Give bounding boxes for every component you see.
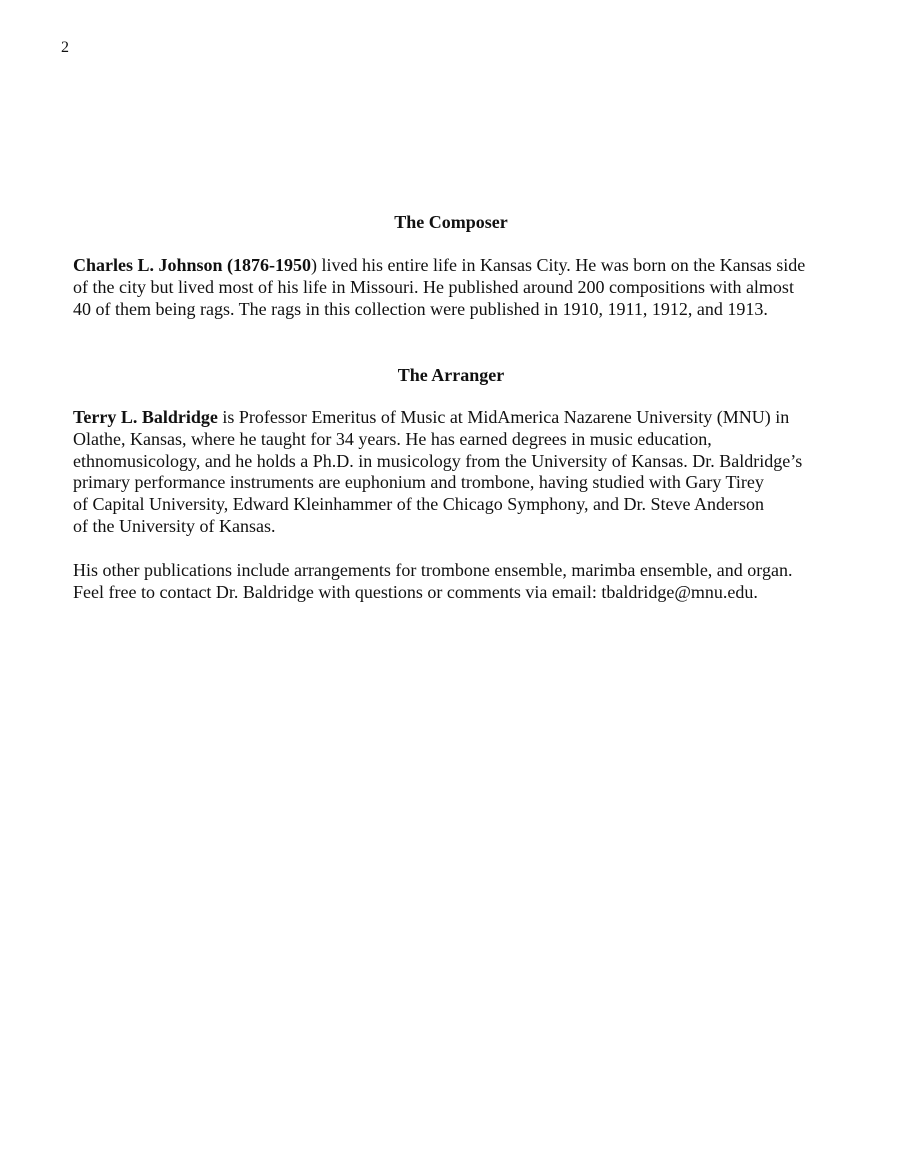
composer-name: Charles L. Johnson (1876-1950 (73, 255, 312, 275)
arranger-contact-line: Feel free to contact Dr. Baldridge with questions or comments via email: tbaldridge@mnu.edu. (73, 581, 758, 602)
composer-bio-line-2: of the city but lived most of his life in Missouri. He published around 200 compositions with almost (73, 276, 794, 297)
arranger-bio-text-1: is Professor Emeritus of Music at MidAmerica Nazarene University (MNU) in (217, 407, 790, 427)
arranger-section (73, 364, 853, 603)
arranger-bio-line-1 (73, 407, 853, 429)
composer-section (73, 211, 853, 320)
composer-bio-line-1 (73, 255, 853, 277)
arranger-publications-line-1: His other publications include arrangements for trombone ensemble, marimba ensemble, and organ. (73, 559, 793, 580)
arranger-name: Terry L. Baldridge (73, 407, 218, 427)
composer-heading: The Composer (394, 212, 508, 232)
arranger-bio-line-6: of the University of Kansas. (73, 515, 276, 536)
page-number: 2 (61, 39, 69, 56)
composer-bio-text-1: ) lived his entire life in Kansas City. He was born on the Kansas side (311, 255, 806, 275)
arranger-publications (73, 560, 853, 604)
composer-bio-line-3: 40 of them being rags. The rags in this collection were published in 1910, 1911, 1912, and 1913. (73, 298, 768, 319)
composer-bio (73, 255, 853, 320)
arranger-heading: The Arranger (397, 365, 505, 385)
arranger-bio-line-3: ethnomusicology, and he holds a Ph.D. in musicology from the University of Kansas. Dr. Baldridge’s (73, 450, 803, 471)
arranger-bio-line-2: Olathe, Kansas, where he taught for 34 years. He has earned degrees in music education, (73, 428, 712, 449)
arranger-bio-line-5: of Capital University, Edward Kleinhammer of the Chicago Symphony, and Dr. Steve Anderson (73, 494, 765, 515)
arranger-bio (73, 407, 853, 538)
arranger-bio-line-4: primary performance instruments are euphonium and trombone, having studied with Gary Tirey (73, 472, 764, 493)
